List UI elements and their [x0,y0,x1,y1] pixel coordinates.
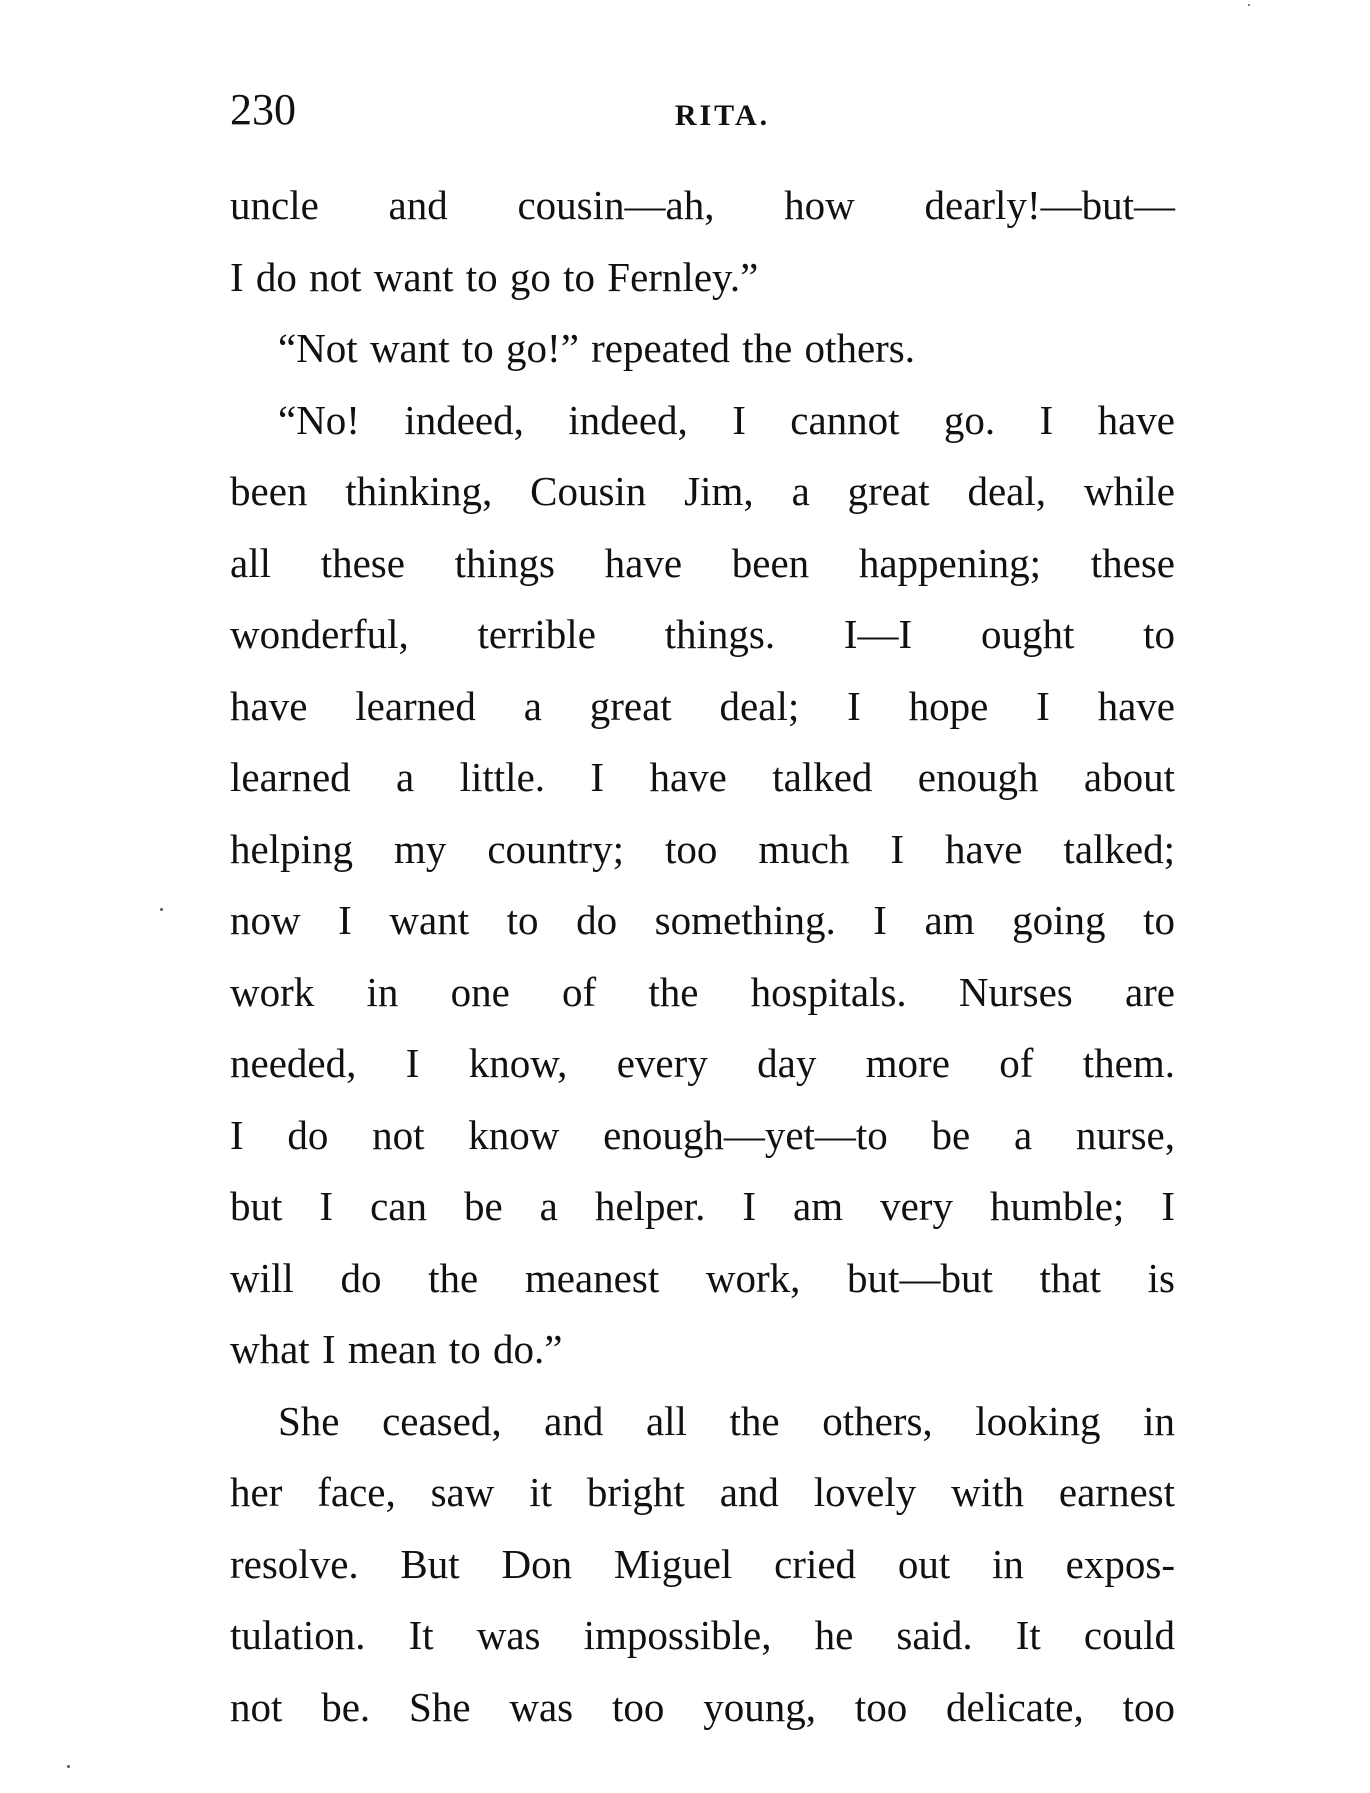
running-title: RITA. [674,99,771,132]
text-line: her face, saw it bright and lovely with earnest [230,1469,1175,1515]
text-line: I do not know enough—yet—to be a nurse, [230,1111,1175,1158]
text-line: uncle and cousin—ah, how dearly!—but— [230,182,1175,228]
text-line: been thinking, Cousin Jim, a great deal, while [230,468,1175,514]
page-number: 230 [230,85,296,134]
text-line: “No! indeed, indeed, I cannot go. I have [278,396,1175,443]
text-line: I do not want to go to Fernley.” [230,253,759,300]
text-line: tulation. It was impossible, he said. It could [230,1612,1175,1658]
text-line: now I want to do something. I am going to [230,897,1175,943]
text-line: resolve. But Don Miguel cried out in expos- [230,1540,1175,1587]
text-line: have learned a great deal; I hope I have [230,682,1175,729]
text-line: learned a little. I have talked enough about [230,754,1175,800]
text-line: but I can be a helper. I am very humble; I [230,1183,1175,1229]
print-speck [1248,4,1250,6]
text-line: work in one of the hospitals. Nurses are [230,968,1175,1015]
text-line: what I mean to do.” [230,1326,563,1372]
body-text [230,170,1175,1743]
text-line: all these things have been happening; these [230,539,1175,586]
text-line: She ceased, and all the others, looking in [278,1397,1175,1444]
text-line: wonderful, terrible things. I—I ought to [230,611,1175,657]
text-line: helping my country; too much I have talked; [230,825,1175,872]
text-line: “Not want to go!” repeated the others. [278,325,916,371]
page-header [230,80,1175,140]
text-line: not be. She was too young, too delicate, too [230,1683,1175,1730]
text-line: needed, I know, every day more of them. [230,1040,1175,1086]
print-speck [67,1765,70,1768]
print-speck [160,908,163,911]
text-line: will do the meanest work, but—but that is [230,1254,1175,1301]
